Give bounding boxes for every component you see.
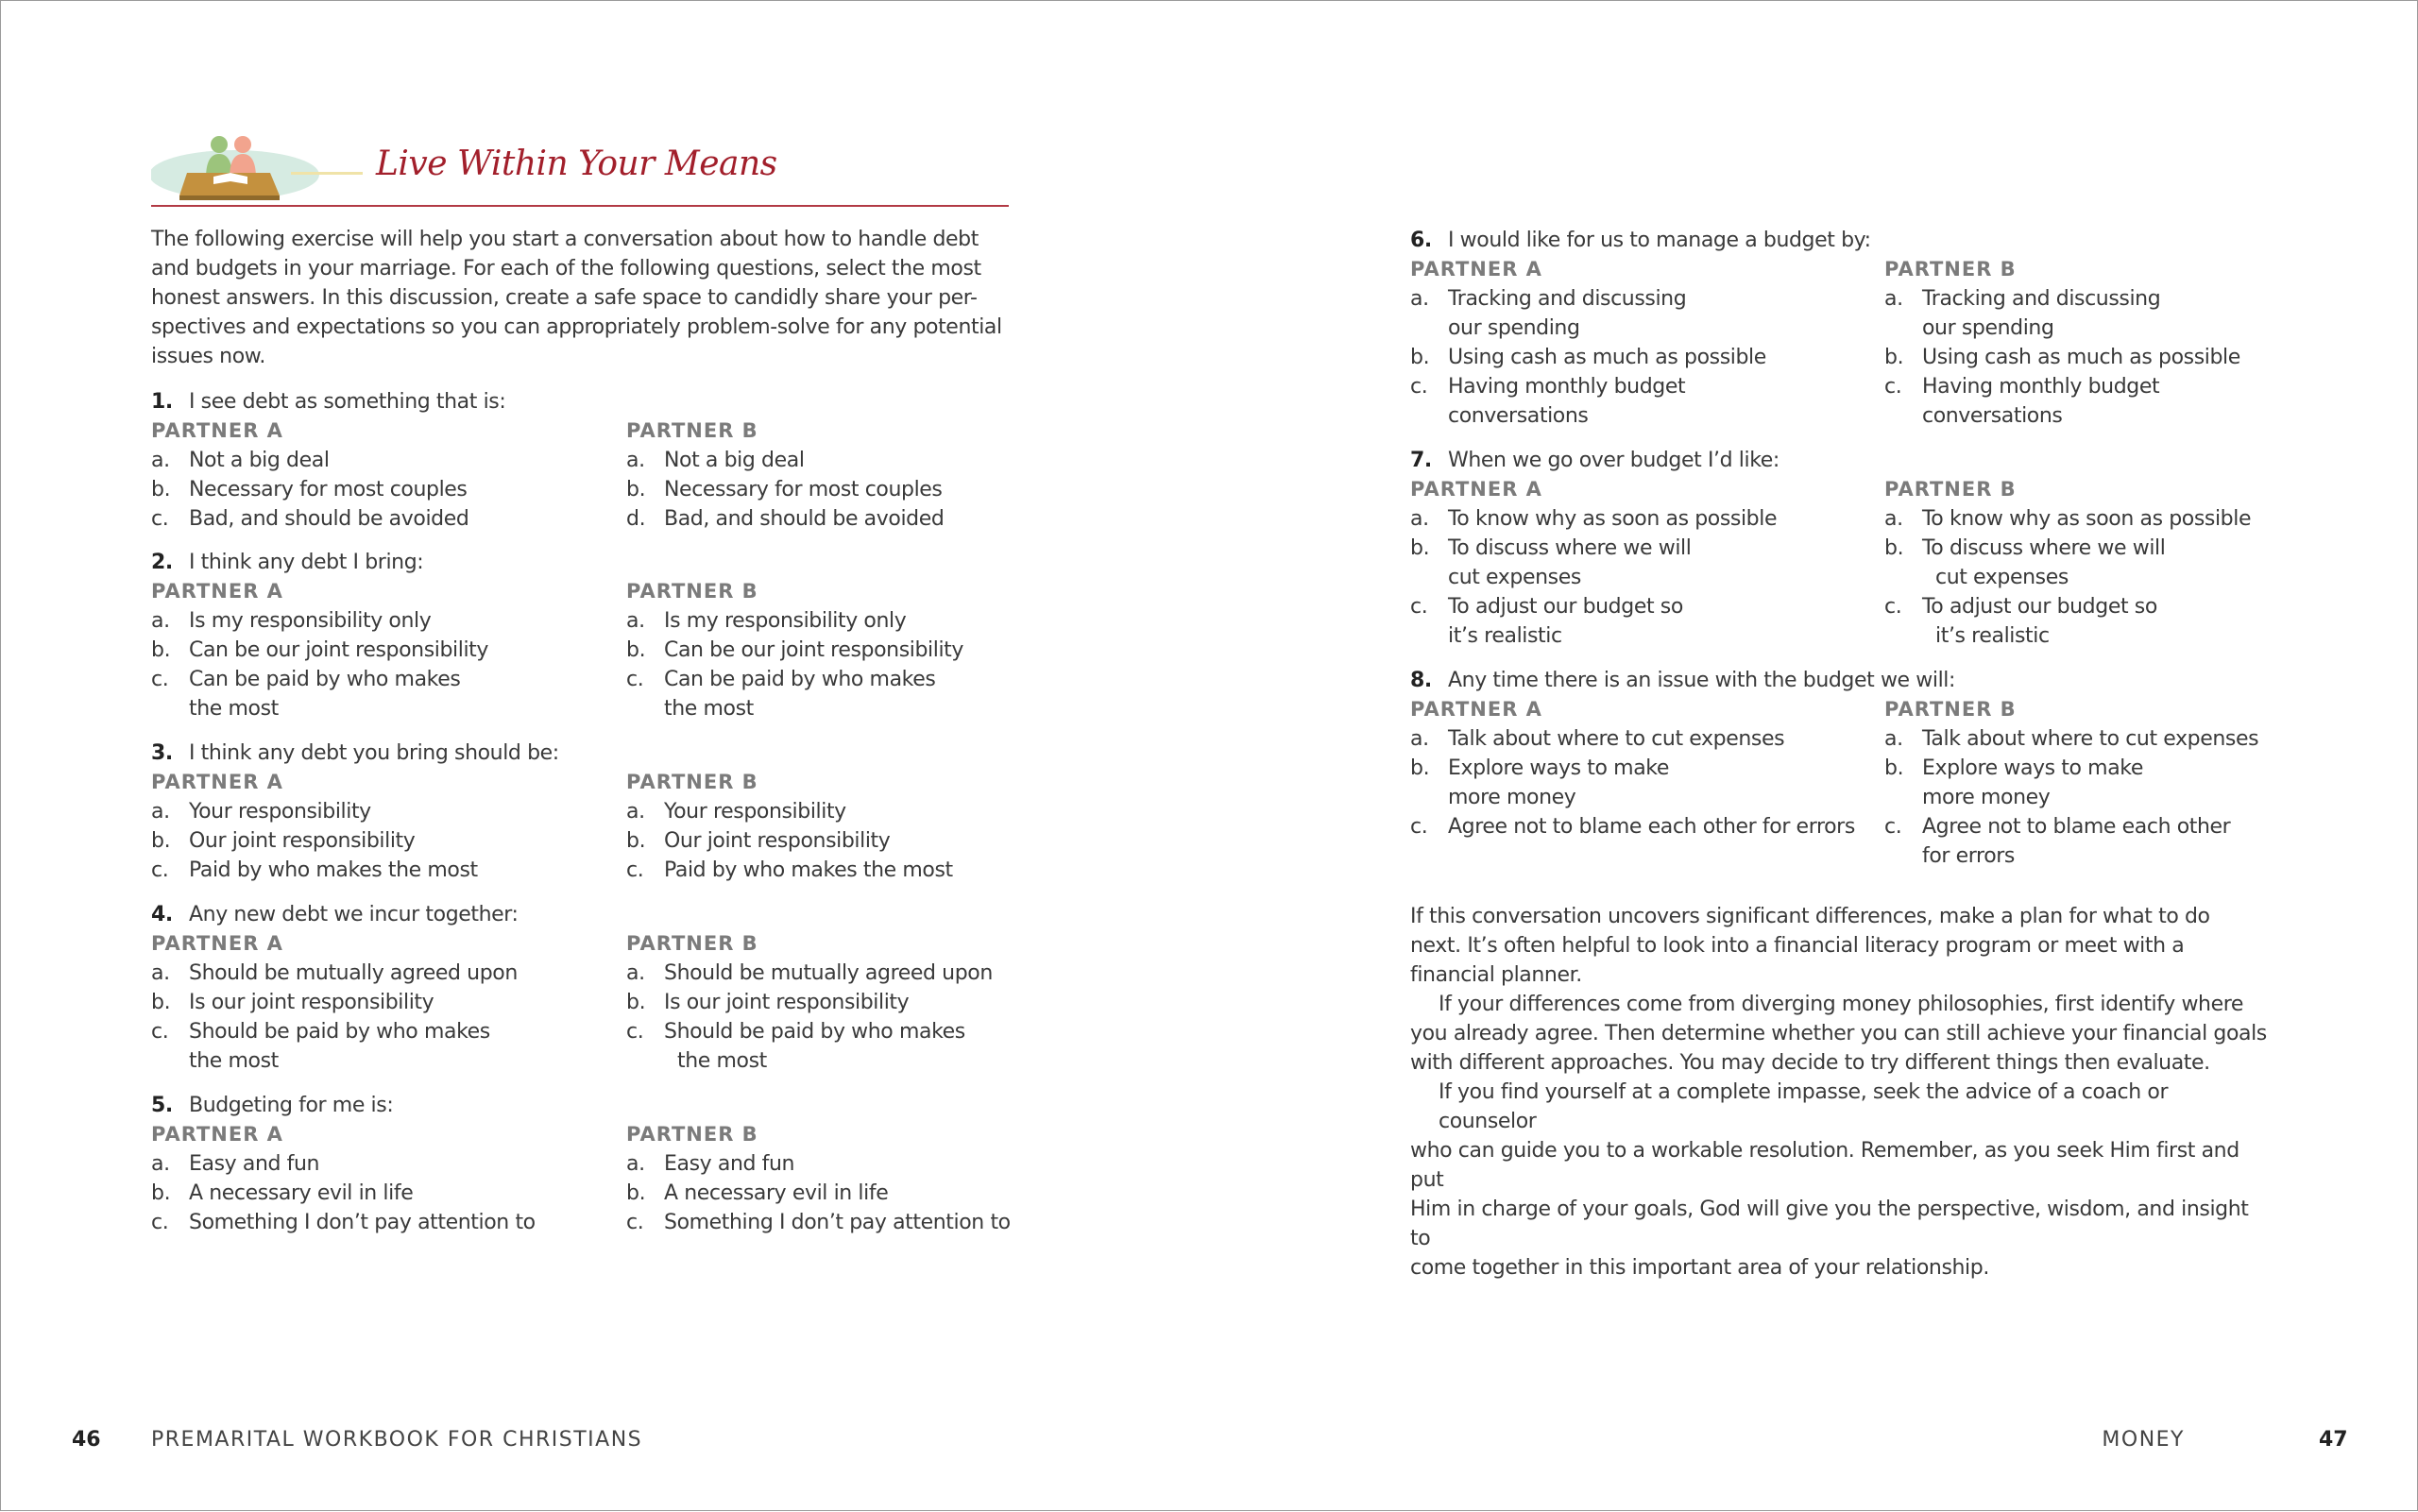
answer-option[interactable] (626, 475, 944, 504)
option-letter: a. (151, 609, 170, 633)
question-8 (1410, 666, 2418, 868)
answer-option[interactable] (1410, 754, 1855, 812)
partner-b-column (1884, 695, 2258, 871)
intro-line: issues now. (151, 345, 265, 368)
partner-b-column (1884, 475, 2251, 651)
option-text: Explore ways to make (1448, 756, 1669, 780)
question-2 (151, 548, 1162, 721)
option-text: Can be our joint responsibility (189, 638, 489, 662)
answer-option[interactable] (1884, 504, 2251, 534)
answer-option[interactable] (626, 1017, 993, 1076)
option-text: To adjust our budget so (1448, 595, 1683, 619)
option-text: Can be paid by who makes (189, 668, 461, 691)
question-number: 6. (1410, 229, 1432, 252)
question-prompt (151, 739, 1162, 768)
option-letter: d. (626, 507, 646, 531)
answer-option[interactable] (1884, 724, 2258, 754)
paragraph-line: with different approaches. You may decide to try different things then evaluate. (1410, 1051, 2210, 1075)
option-letter: a. (626, 961, 645, 985)
option-text: A necessary evil in life (189, 1181, 414, 1205)
option-text: Not a big deal (189, 449, 330, 472)
option-letter: c. (626, 1211, 644, 1234)
option-text: Bad, and should be avoided (664, 507, 945, 531)
paragraph-line: who can guide you to a workable resolution. Remember, as you seek Him first and put (1410, 1139, 2239, 1192)
paragraph-line: Him in charge of your goals, God will give you the perspective, wisdom, and insight to (1410, 1198, 2249, 1250)
answer-option[interactable] (626, 504, 944, 534)
answer-option[interactable] (151, 1179, 536, 1208)
question-number: 7. (1410, 449, 1432, 472)
answer-option[interactable] (151, 988, 518, 1017)
question-prompt (151, 900, 1162, 929)
right-footer-number (2319, 1425, 2348, 1454)
option-text: it’s realistic (1448, 624, 1562, 648)
partner-label: PARTNER B (626, 771, 758, 793)
answer-option[interactable] (626, 959, 993, 988)
option-text: cut expenses (1448, 566, 1581, 589)
option-letter: c. (1884, 815, 1902, 839)
option-letter: c. (151, 1020, 169, 1044)
partner-b-column (1884, 255, 2240, 431)
option-text: Bad, and should be avoided (189, 507, 469, 531)
question-7 (1410, 446, 2418, 648)
answer-option[interactable] (151, 636, 488, 665)
option-letter: c. (626, 668, 644, 691)
option-letter: b. (151, 991, 171, 1014)
option-letter: a. (151, 800, 170, 824)
option-text: the most (664, 697, 754, 721)
option-text: for errors (1922, 844, 2015, 868)
question-number: 3. (151, 741, 173, 765)
option-text: Necessary for most couples (664, 478, 943, 501)
answer-option[interactable] (1410, 724, 1855, 754)
option-text: Should be mutually agreed upon (189, 961, 518, 985)
partner-b-column (626, 416, 944, 534)
answer-option[interactable] (151, 475, 468, 504)
paragraph-line: If this conversation uncovers significant differences, make a plan for what to do (1410, 905, 2210, 928)
answer-option[interactable] (151, 1149, 536, 1179)
option-text: Using cash as much as possible (1922, 346, 2240, 369)
option-letter: a. (1410, 287, 1429, 311)
option-text: more money (1448, 786, 1576, 809)
option-text: Having monthly budget (1922, 375, 2160, 399)
answer-option[interactable] (1410, 534, 1777, 592)
answer-option[interactable] (626, 988, 993, 1017)
option-text: Agree not to blame each other (1922, 815, 2231, 839)
partner-label: PARTNER A (151, 419, 283, 442)
answer-option[interactable] (1884, 284, 2240, 343)
option-letter: b. (626, 638, 646, 662)
question-text: Any time there is an issue with the budget we will: (1448, 669, 1956, 692)
question-prompt (151, 387, 1162, 416)
option-text: Should be paid by who makes (189, 1020, 490, 1044)
option-text: Our joint responsibility (664, 829, 891, 853)
option-letter: b. (151, 478, 171, 501)
partner-label: PARTNER A (151, 580, 283, 603)
option-letter: a. (1884, 287, 1903, 311)
intro-line: and budgets in your marriage. For each of the following questions, select the most (151, 257, 981, 280)
option-letter: b. (151, 829, 171, 853)
option-letter: a. (151, 961, 170, 985)
partner-a-column (1410, 255, 1766, 431)
option-text: Is our joint responsibility (664, 991, 910, 1014)
closing-text (1410, 902, 2270, 1283)
option-letter: a. (1410, 507, 1429, 531)
option-text: Necessary for most couples (189, 478, 468, 501)
answer-option[interactable] (151, 797, 478, 826)
answer-option[interactable] (1410, 812, 1855, 841)
option-text: the most (189, 697, 279, 721)
question-3 (151, 739, 1162, 882)
paragraph-line: If you find yourself at a complete impasse, seek the advice of a coach or counselor (1439, 1080, 2169, 1133)
option-letter: c. (151, 858, 169, 882)
option-text: Can be our joint responsibility (664, 638, 964, 662)
option-text: Should be mutually agreed upon (664, 961, 993, 985)
question-prompt (1410, 666, 2418, 695)
partner-label: PARTNER A (151, 932, 283, 955)
partner-label: PARTNER B (626, 580, 758, 603)
option-letter: b. (151, 638, 171, 662)
option-text: Paid by who makes the most (664, 858, 953, 882)
partner-b-column (626, 577, 963, 723)
option-text: Talk about where to cut expenses (1448, 727, 1785, 751)
option-letter: a. (151, 1152, 170, 1176)
left-page (72, 1, 1011, 1512)
partner-a-column (151, 929, 518, 1076)
question-6 (1410, 226, 2418, 428)
option-text: Explore ways to make (1922, 756, 2143, 780)
paragraph-line: you already agree. Then determine whether you can still achieve your financial goals (1410, 1022, 2267, 1045)
option-letter: c. (1884, 595, 1902, 619)
option-letter: b. (1410, 756, 1430, 780)
chapter-title: MONEY (2102, 1428, 2185, 1452)
partner-label: PARTNER A (1410, 258, 1542, 280)
option-text: To discuss where we will (1448, 536, 1692, 560)
option-letter: c. (626, 1020, 644, 1044)
option-text: Easy and fun (664, 1152, 795, 1176)
partner-label: PARTNER A (1410, 698, 1542, 721)
option-text: Tracking and discussing (1448, 287, 1687, 311)
option-letter: a. (626, 800, 645, 824)
answer-option[interactable] (1884, 534, 2251, 592)
option-text: Is my responsibility only (189, 609, 432, 633)
answer-option[interactable] (1410, 343, 1766, 372)
answer-option[interactable] (1884, 812, 2258, 871)
partner-b-column (626, 1120, 1011, 1237)
question-prompt (1410, 226, 2418, 255)
question-text: Budgeting for me is: (189, 1094, 394, 1117)
page-number: 46 (72, 1428, 101, 1452)
option-text: Easy and fun (189, 1152, 320, 1176)
option-letter: a. (626, 449, 645, 472)
question-5 (151, 1091, 1162, 1234)
answer-option[interactable] (151, 856, 478, 885)
question-text: I would like for us to manage a budget by: (1448, 229, 1871, 252)
paragraph (1410, 902, 2270, 990)
intro-line: spectives and expectations so you can appropriately problem-solve for any potential (151, 315, 1002, 339)
intro-line: The following exercise will help you start a conversation about how to handle debt (151, 228, 979, 251)
option-text: To know why as soon as possible (1448, 507, 1778, 531)
question-text: Any new debt we incur together: (189, 903, 519, 926)
option-text: To discuss where we will (1922, 536, 2166, 560)
partner-label: PARTNER B (626, 1123, 758, 1146)
option-text: To know why as soon as possible (1922, 507, 2252, 531)
answer-option[interactable] (1410, 504, 1777, 534)
option-letter: b. (1884, 756, 1904, 780)
option-letter: b. (1410, 346, 1430, 369)
paragraph (1410, 990, 2270, 1078)
option-text: To adjust our budget so (1922, 595, 2157, 619)
answer-option[interactable] (626, 1149, 1011, 1179)
question-prompt (151, 548, 1162, 577)
option-letter: a. (626, 609, 645, 633)
answer-option[interactable] (151, 665, 488, 723)
option-letter: b. (626, 829, 646, 853)
intro-line: honest answers. In this discussion, create a safe space to candidly share your per- (151, 286, 978, 310)
question-text: I see debt as something that is: (189, 390, 506, 414)
option-text: our spending (1448, 316, 1580, 340)
partner-label: PARTNER B (1884, 478, 2017, 501)
option-text: Not a big deal (664, 449, 805, 472)
question-number: 4. (151, 903, 173, 926)
title-divider (151, 205, 1009, 207)
option-letter: c. (151, 668, 169, 691)
partner-a-column (151, 577, 488, 723)
option-text: Your responsibility (189, 800, 371, 824)
option-text: Having monthly budget (1448, 375, 1686, 399)
question-4 (151, 900, 1162, 1073)
right-page (1410, 1, 2348, 1512)
option-text: Agree not to blame each other for errors (1448, 815, 1855, 839)
option-letter: c. (1410, 375, 1428, 399)
question-prompt (1410, 446, 2418, 475)
option-text: conversations (1448, 404, 1589, 428)
option-letter: c. (151, 507, 169, 531)
answer-option[interactable] (1410, 372, 1766, 431)
left-footer (72, 1425, 643, 1454)
partner-a-column (151, 768, 478, 885)
answer-option[interactable] (1884, 754, 2258, 812)
partner-a-column (1410, 475, 1777, 651)
answer-option[interactable] (1410, 284, 1766, 343)
partner-a-column (151, 416, 468, 534)
answer-option[interactable] (626, 606, 963, 636)
option-text: Tracking and discussing (1922, 287, 2161, 311)
answer-option[interactable] (151, 826, 478, 856)
option-letter: a. (151, 449, 170, 472)
option-text: Talk about where to cut expenses (1922, 727, 2259, 751)
section-header (151, 124, 1009, 209)
option-text: the most (677, 1049, 767, 1073)
option-letter: b. (151, 1181, 171, 1205)
option-letter: a. (1884, 727, 1903, 751)
option-text: Is my responsibility only (664, 609, 907, 633)
answer-option[interactable] (151, 1017, 518, 1076)
answer-option[interactable] (1884, 343, 2240, 372)
paragraph-line: financial planner. (1410, 963, 1582, 987)
option-letter: c. (1410, 595, 1428, 619)
option-text: Your responsibility (664, 800, 846, 824)
option-text: our spending (1922, 316, 2054, 340)
partner-label: PARTNER B (626, 419, 758, 442)
answer-option[interactable] (1884, 592, 2251, 651)
question-text: I think any debt you bring should be: (189, 741, 559, 765)
answer-option[interactable] (151, 959, 518, 988)
book-title: PREMARITAL WORKBOOK FOR CHRISTIANS (151, 1428, 643, 1452)
answer-option[interactable] (626, 665, 963, 723)
question-number: 8. (1410, 669, 1432, 692)
question-number: 1. (151, 390, 173, 414)
answer-option[interactable] (626, 1208, 1011, 1237)
option-text: it’s realistic (1935, 624, 2050, 648)
page-number: 47 (2319, 1428, 2348, 1452)
option-text: Something I don’t pay attention to (189, 1211, 536, 1234)
answer-option[interactable] (1410, 592, 1777, 651)
answer-option[interactable] (151, 446, 468, 475)
option-text: A necessary evil in life (664, 1181, 889, 1205)
answer-option[interactable] (151, 1208, 536, 1237)
option-text: Something I don’t pay attention to (664, 1211, 1011, 1234)
option-letter: b. (626, 1181, 646, 1205)
partner-label: PARTNER B (1884, 258, 2017, 280)
paragraph-line: If your differences come from diverging money philosophies, first identify where (1439, 993, 2244, 1016)
partner-label: PARTNER B (626, 932, 758, 955)
option-letter: a. (1884, 507, 1903, 531)
option-letter: b. (1410, 536, 1430, 560)
option-letter: c. (1410, 815, 1428, 839)
option-letter: c. (151, 1211, 169, 1234)
paragraph (1410, 1078, 2270, 1283)
partner-label: PARTNER B (1884, 698, 2017, 721)
page-title: Live Within Your Means (376, 144, 777, 183)
option-text: more money (1922, 786, 2051, 809)
answer-option[interactable] (151, 504, 468, 534)
option-letter: a. (626, 1152, 645, 1176)
option-text: Paid by who makes the most (189, 858, 478, 882)
option-text: Our joint responsibility (189, 829, 416, 853)
option-text: the most (189, 1049, 279, 1073)
answer-option[interactable] (1884, 372, 2240, 431)
option-text: conversations (1922, 404, 2063, 428)
answer-option[interactable] (626, 797, 953, 826)
partner-b-column (626, 768, 953, 885)
option-letter: c. (1884, 375, 1902, 399)
question-text: When we go over budget I’d like: (1448, 449, 1779, 472)
option-text: Should be paid by who makes (664, 1020, 965, 1044)
question-prompt (151, 1091, 1162, 1120)
partner-a-column (151, 1120, 536, 1237)
option-text: Using cash as much as possible (1448, 346, 1766, 369)
answer-option[interactable] (626, 636, 963, 665)
answer-option[interactable] (151, 606, 488, 636)
paragraph-line: come together in this important area of your relationship. (1410, 1256, 1989, 1280)
partner-b-column (626, 929, 993, 1076)
option-text: Can be paid by who makes (664, 668, 936, 691)
partner-label: PARTNER A (151, 771, 283, 793)
question-1 (151, 387, 1162, 531)
question-number: 5. (151, 1094, 173, 1117)
option-text: Is our joint responsibility (189, 991, 434, 1014)
intro-paragraph (151, 225, 1009, 371)
answer-option[interactable] (626, 1179, 1011, 1208)
option-letter: a. (1410, 727, 1429, 751)
option-letter: c. (626, 858, 644, 882)
partner-a-column (1410, 695, 1855, 841)
answer-option[interactable] (626, 856, 953, 885)
option-text: cut expenses (1935, 566, 2069, 589)
option-letter: b. (626, 991, 646, 1014)
option-letter: b. (1884, 346, 1904, 369)
couple-reading-icon (151, 129, 368, 205)
paragraph-line: next. It’s often helpful to look into a financial literacy program or meet with a (1410, 934, 2185, 958)
question-text: I think any debt I bring: (189, 551, 424, 574)
question-number: 2. (151, 551, 173, 574)
option-letter: b. (1884, 536, 1904, 560)
answer-option[interactable] (626, 826, 953, 856)
partner-label: PARTNER A (151, 1123, 283, 1146)
partner-label: PARTNER A (1410, 478, 1542, 501)
option-letter: b. (626, 478, 646, 501)
answer-option[interactable] (626, 446, 944, 475)
